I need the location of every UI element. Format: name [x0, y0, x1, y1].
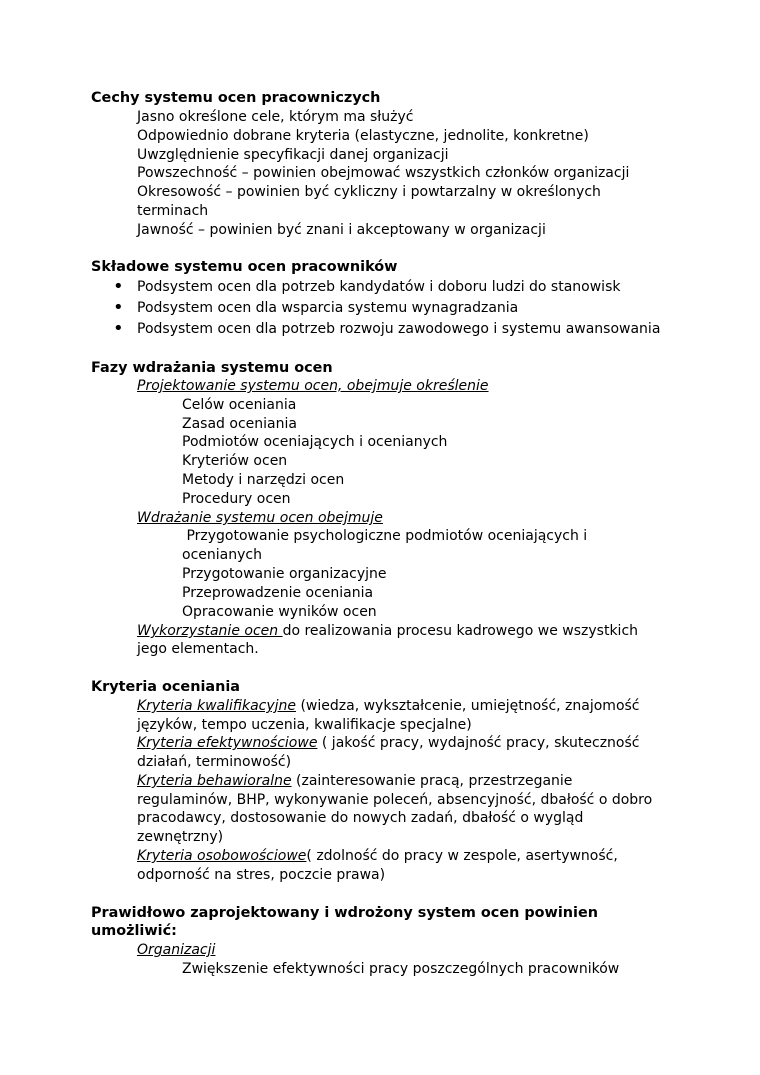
list-text: działań, terminowość)	[137, 754, 292, 770]
criteria-label: Kryteria behawioralne	[137, 773, 292, 789]
criteria-text: ( zdolność do pracy w zespole, asertywność,	[306, 848, 618, 864]
criteria-text: (wiedza, wykształcenie, umiejętność, znajomość	[296, 698, 640, 714]
list-text: Jawność – powinien być znani i akceptowany w organizacji	[137, 222, 546, 238]
sub-text: Przygotowanie organizacyjne	[182, 566, 387, 582]
heading-cechy: Cechy systemu ocen pracowniczych	[91, 90, 381, 106]
list-line	[137, 847, 618, 866]
bullet-icon: •	[113, 297, 124, 318]
list-text: Okresowość – powinien być cykliczny i powtarzalny w określonych	[137, 184, 601, 200]
sub-text: Metody i narzędzi ocen	[182, 472, 345, 488]
criteria-text: ( jakość pracy, wydajność pracy, skuteczność	[317, 735, 640, 751]
phase-rest: do realizowania procesu kadrowego we wszystkich	[282, 623, 639, 639]
list-line	[137, 772, 572, 791]
list-line	[137, 734, 640, 753]
list-text: Uwzględnienie specyfikacji danej organizacji	[137, 147, 449, 163]
criteria-text: (zainteresowanie pracą, przestrzeganie	[291, 773, 573, 789]
list-text: Podsystem ocen dla potrzeb rozwoju zawodowego i systemu awansowania	[137, 321, 661, 337]
criteria-label: Kryteria osobowościowe	[137, 848, 307, 864]
sub-text: ocenianych	[182, 547, 262, 563]
heading-fazy: Fazy wdrażania systemu ocen	[91, 360, 333, 376]
bullet-icon: •	[113, 276, 124, 297]
list-text: języków, tempo uczenia, kwalifikacje specjalne)	[137, 717, 472, 733]
heading-prawidlowo-cont: umożliwić:	[91, 923, 177, 939]
list-text: zewnętrzny)	[137, 829, 224, 845]
bullet-icon: •	[113, 318, 124, 339]
list-text: pracodawcy, dostosowanie do nowych zadań, dbałość o wygląd	[137, 810, 584, 826]
heading-skladowe: Składowe systemu ocen pracowników	[91, 259, 398, 275]
list-text: regulaminów, BHP, wykonywanie poleceń, absencyjność, dbałość o dobro	[137, 792, 653, 808]
sub-text: Procedury ocen	[182, 491, 291, 507]
sub-text: Kryteriów ocen	[182, 453, 288, 469]
phase-label: Wdrażanie systemu ocen obejmuje	[137, 510, 383, 526]
phase-line	[137, 622, 638, 641]
heading-kryteria: Kryteria oceniania	[91, 679, 240, 695]
phase-label: Projektowanie systemu ocen, obejmuje określenie	[137, 378, 489, 394]
sub-text: Podmiotów oceniających i ocenianych	[182, 434, 448, 450]
list-line	[137, 697, 640, 716]
sub-text: Przygotowanie psychologiczne podmiotów oceniających i	[182, 528, 588, 544]
list-text: Powszechność – powinien obejmować wszystkich członków organizacji	[137, 165, 630, 181]
sub-text: Przeprowadzenie oceniania	[182, 585, 374, 601]
list-text: Podsystem ocen dla wsparcia systemu wynagradzania	[137, 300, 519, 316]
sub-text: Celów oceniania	[182, 397, 297, 413]
criteria-label: Kryteria efektywnościowe	[137, 735, 318, 751]
list-text: terminach	[137, 203, 209, 219]
list-text: Jasno określone cele, którym ma służyć	[137, 109, 414, 125]
sub-text: Zwiększenie efektywności pracy poszczególnych pracowników	[182, 961, 620, 977]
phase-label: Wykorzystanie ocen	[137, 623, 283, 639]
list-text: Podsystem ocen dla potrzeb kandydatów i doboru ludzi do stanowisk	[137, 279, 621, 295]
list-label: Organizacji	[137, 942, 216, 958]
list-text: Odpowiednio dobrane kryteria (elastyczne, jednolite, konkretne)	[137, 128, 589, 144]
sub-text: Zasad oceniania	[182, 416, 297, 432]
list-text: jego elementach.	[137, 641, 259, 657]
criteria-label: Kryteria kwalifikacyjne	[137, 698, 297, 714]
sub-text: Opracowanie wyników ocen	[182, 604, 377, 620]
list-text: odporność na stres, poczcie prawa)	[137, 867, 386, 883]
heading-prawidlowo: Prawidłowo zaprojektowany i wdrożony system ocen powinien	[91, 905, 598, 921]
